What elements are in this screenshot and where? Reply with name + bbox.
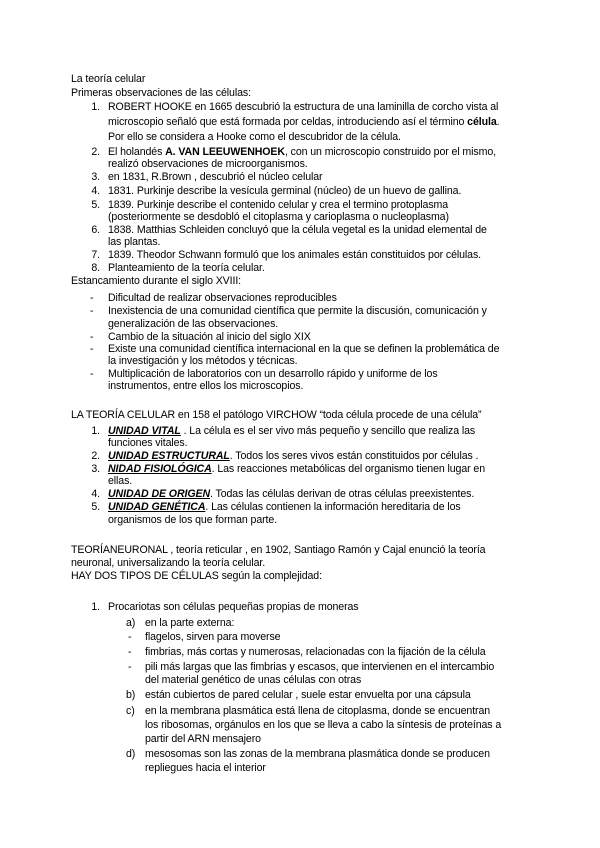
list-item-text: Existe una comunidad científica internacional en la que se definen la problemática de [108, 343, 500, 355]
list-item-text: Cambio de la situación al inicio del siglo XIX [108, 331, 311, 343]
list-item-text: Multiplicación de laboratorios con un desarrollo rápido y uniforme de los [108, 368, 438, 380]
sub-item-text: flagelos, sirven para moverse [145, 631, 281, 643]
list-number: 2. [91, 450, 100, 462]
sub-item-text: en la membrana plasmática está llena de citoplasma, donde se encuentran [145, 705, 491, 717]
list-item-text: organismos de los que forman parte. [108, 514, 278, 526]
sub-item-text: en la parte externa: [145, 617, 235, 629]
list-item-text: instrumentos, entre ellos los microscopios. [108, 380, 304, 392]
sub-marker: b) [126, 689, 136, 701]
sub-item-text: los ribosomas, orgánulos en los que se lleva a cabo la síntesis de proteínas a [145, 719, 502, 731]
sub-item-text: están cubiertos de pared celular , suele estar envuelta por una cápsula [145, 689, 471, 701]
list-item-text: funciones vitales. [108, 437, 188, 449]
list-item-text: realizó observaciones de microorganismos. [108, 158, 308, 170]
list-item-text: la investigación y los métodos y técnicas. [108, 355, 298, 367]
sub-marker: - [128, 661, 132, 673]
section-heading-observations: Primeras observaciones de las células: [71, 87, 251, 99]
list-item-text: 1838. Matthias Schleiden concluyó que la célula vegetal es la unidad elemental de [108, 224, 487, 236]
list-number: 6. [91, 224, 100, 236]
list-number: 4. [91, 185, 100, 197]
list-item-text: Procariotas son células pequeñas propias de moneras [108, 601, 359, 613]
section-heading-cell-theory: LA TEORÍA CELULAR en 158 el patólogo VIRCHOW “toda célula procede de una célula” [71, 409, 482, 421]
list-dash: - [90, 292, 94, 304]
sub-marker: - [128, 631, 132, 643]
list-item-text: 1839. Purkinje describe el contenido celular y crea el termino protoplasma [108, 199, 449, 211]
list-item-text: Planteamiento de la teoría celular. [108, 262, 265, 274]
sub-marker: d) [126, 748, 136, 760]
list-item-text: las plantas. [108, 236, 161, 248]
list-number: 5. [91, 199, 100, 211]
list-number: 7. [91, 249, 100, 261]
list-item-text: en 1831, R.Brown , descubrió el núcleo celular [108, 171, 323, 183]
list-item-text: UNIDAD VITAL . La célula es el ser vivo más pequeño y sencillo que realiza las [108, 425, 476, 437]
sub-item-text: partir del ARN mensajero [145, 733, 261, 745]
paragraph-line: neuronal, universalizando la teoría celular. [71, 557, 266, 569]
list-number: 1. [91, 601, 100, 613]
sub-marker: - [128, 646, 132, 658]
list-item-text: Inexistencia de una comunidad científica que permite la discusión, comunicación y [108, 305, 487, 317]
list-item-text: ROBERT HOOKE en 1665 descubrió la estructura de una laminilla de corcho vista al [108, 101, 499, 113]
list-item-text: El holandés A. VAN LEEUWENHOEK, con un microscopio construido por el mismo, [108, 146, 496, 158]
list-item-text: 1831. Purkinje describe la vesícula germinal (núcleo) de un huevo de gallina. [108, 185, 462, 197]
list-item-text: UNIDAD GENÉTICA. Las células contienen la información hereditaria de los [108, 501, 461, 513]
list-item-text: NIDAD FISIOLÓGICA. Las reacciones metabólicas del organismo tienen lugar en [108, 463, 485, 475]
list-number: 5. [91, 501, 100, 513]
sub-item-text: repliegues hacia el interior [145, 762, 266, 774]
list-item-text: microscopio señaló que está formada por celdas, introduciendo así el término célula. [108, 116, 500, 128]
sub-marker: a) [126, 617, 136, 629]
list-item-text: Por ello se considera a Hooke como el descubridor de la célula. [108, 131, 401, 143]
list-number: 8. [91, 262, 100, 274]
list-item-text: generalización de las observaciones. [108, 318, 279, 330]
document-title: La teoría celular [71, 73, 146, 85]
paragraph-line: TEORÍANEURONAL , teoría reticular , en 1902, Santiago Ramón y Cajal enunció la teoría [71, 544, 486, 556]
list-item-text: Dificultad de realizar observaciones reproducibles [108, 292, 337, 304]
list-dash: - [90, 331, 94, 343]
section-heading-stagnation: Estancamiento durante el siglo XVIII: [71, 275, 242, 287]
list-number: 3. [91, 463, 100, 475]
list-number: 2. [91, 146, 100, 158]
list-item-text: ellas. [108, 475, 133, 487]
list-number: 1. [91, 425, 100, 437]
list-dash: - [90, 305, 94, 317]
sub-item-text: fimbrias, más cortas y numerosas, relacionadas con la fijación de la célula [145, 646, 486, 658]
list-item-text: UNIDAD ESTRUCTURAL. Todos los seres vivos están constituidos por células . [108, 450, 479, 462]
list-item-text: UNIDAD DE ORIGEN. Todas las células derivan de otras células preexistentes. [108, 488, 475, 500]
list-dash: - [90, 368, 94, 380]
list-number: 3. [91, 171, 100, 183]
sub-item-text: mesosomas son las zonas de la membrana plasmática donde se producen [145, 748, 490, 760]
sub-item-text: pili más largas que las fimbrias y escasos, que intervienen en el intercambio [145, 661, 495, 673]
paragraph-line: HAY DOS TIPOS DE CÉLULAS según la complejidad: [71, 570, 322, 582]
list-number: 4. [91, 488, 100, 500]
sub-item-text: del material genético de unas células con otras [145, 674, 362, 686]
sub-marker: c) [126, 705, 135, 717]
list-number: 1. [91, 101, 100, 113]
list-dash: - [90, 343, 94, 355]
list-item-text: 1839. Theodor Schwann formuló que los animales están constituidos por células. [108, 249, 482, 261]
list-item-text: (posteriormente se desdobló el citoplasma y carioplasma o nucleoplasma) [108, 211, 449, 223]
